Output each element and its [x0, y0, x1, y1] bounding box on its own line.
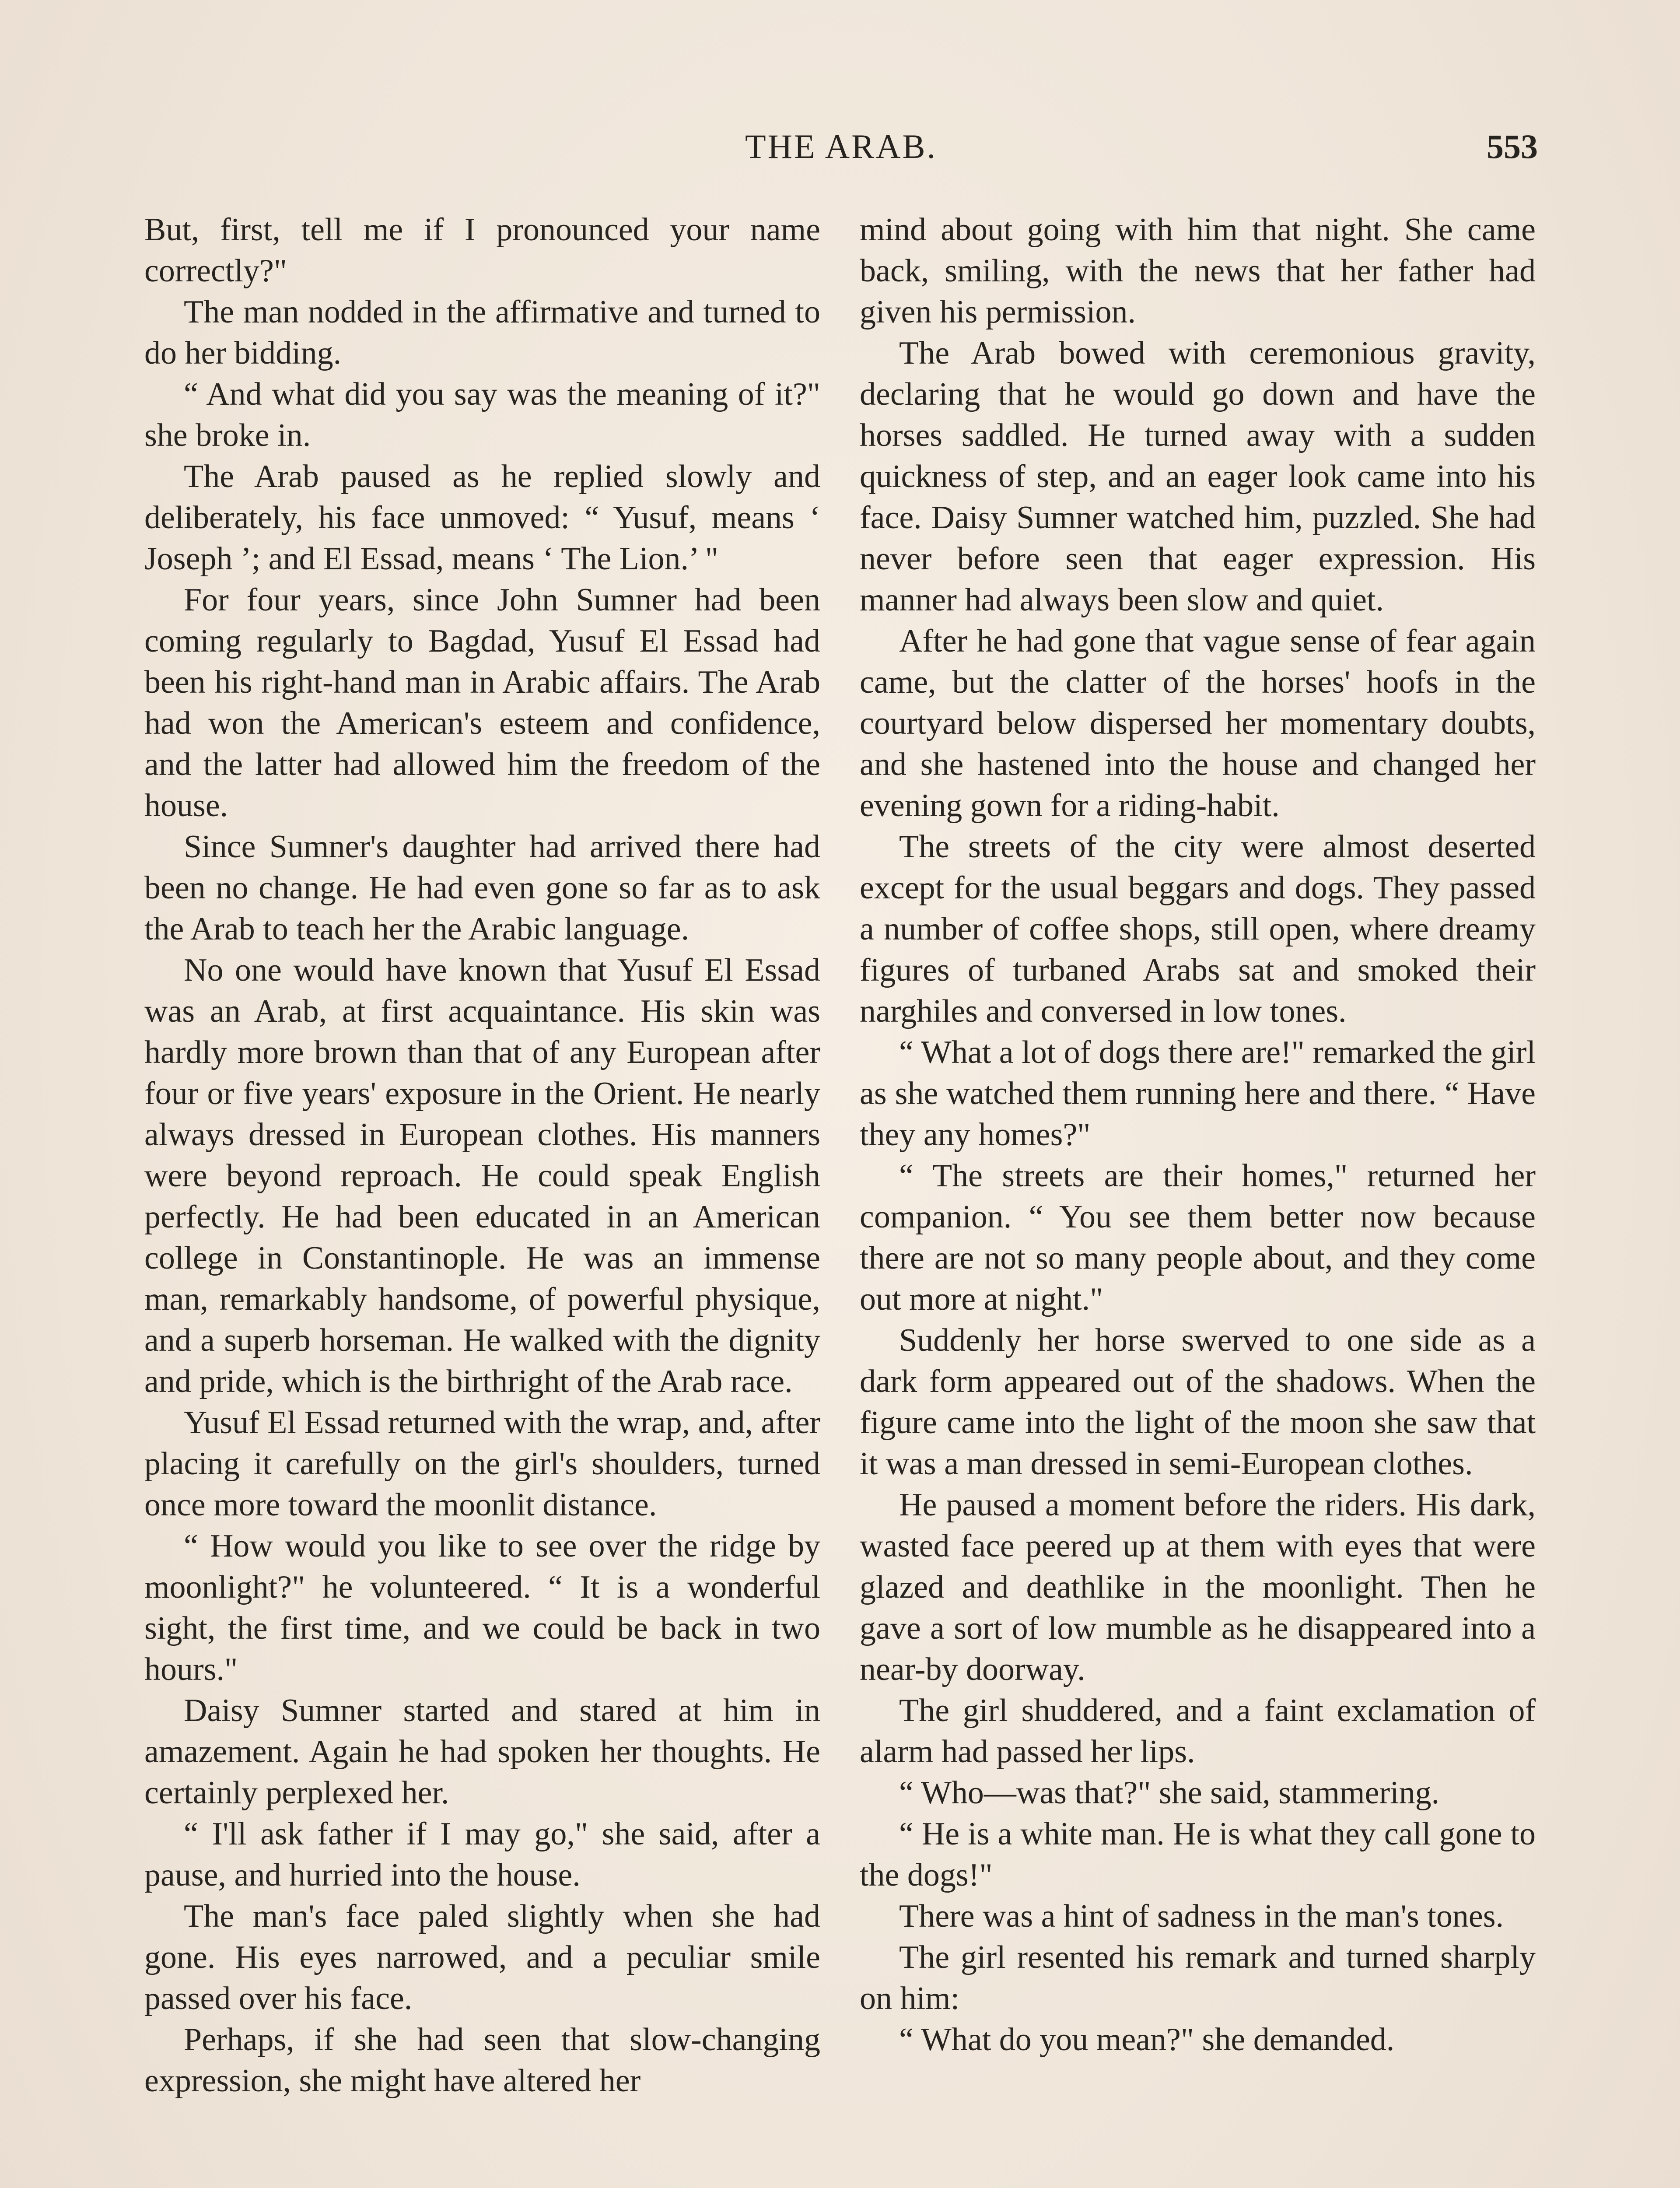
paragraph: After he had gone that vague sense of fear again came, but the clatter of the horses' hoofs in the courtyard below dispersed her momentary doubts, and she hastened into the house and changed her evening gown for a riding-habit. — [860, 623, 1536, 824]
paragraph: For four years, since John Sumner had been coming regularly to Bagdad, Yusuf El Essad had been his right-hand man in Arabic affairs. The Arab had won the American's esteem and confidence, and the latter had allowed him the freedom of the house. — [144, 582, 820, 824]
page-number: 553 — [1487, 127, 1538, 165]
paragraph: “ And what did you say was the meaning of it?" she broke in. — [144, 376, 820, 453]
paragraph: But, first, tell me if I pronounced your name correctly?" — [144, 212, 820, 289]
paragraph: “ He is a white man. He is what they call gone to the dogs!" — [860, 1816, 1536, 1893]
paragraph: Suddenly her horse swerved to one side as a dark form appeared out of the shadows. When the figure came into the light of the moon she saw that it was a man dressed in semi-European clothes. — [860, 1322, 1536, 1482]
running-title: THE ARAB. — [745, 127, 938, 165]
paragraph: “ What do you mean?" she demanded. — [899, 2022, 1395, 2058]
paragraph: The girl shuddered, and a faint exclamation of alarm had passed her lips. — [860, 1693, 1536, 1770]
paragraph: “ I'll ask father if I may go," she said, after a pause, and hurried into the house. — [144, 1816, 820, 1893]
paragraph: The Arab bowed with ceremonious gravity, declaring that he would go down and have the horses saddled. He turned away with a sudden quickness of step, and an eager look came into his face. Daisy Sumner watched him, puzzled. She had never before seen that eager expression. His manner had always been slow and quiet. — [860, 335, 1536, 618]
paragraph: The girl resented his remark and turned sharply on him: — [860, 1939, 1536, 2016]
paragraph: Daisy Sumner started and stared at him in amazement. Again he had spoken her thoughts. He certainly perplexed her. — [144, 1693, 820, 1811]
paragraph: “ What a lot of dogs there are!" remarked the girl as she watched them running here and there. “ Have they any homes?" — [860, 1034, 1536, 1153]
paragraph: The Arab paused as he replied slowly and deliberately, his face unmoved: “ Yusuf, means ‘ Joseph ’; and El Essad, means ‘ The Lion.’ " — [144, 459, 820, 577]
paragraph: No one would have known that Yusuf El Essad was an Arab, at first acquaintance. His skin was hardly more brown than that of any European after four or five years' exposure in the Orient. He nearly always dressed in European clothes. His manners were beyond reproach. He could speak English perfectly. He had been educated in an American college in Constantinople. He was an immense man, remarkably handsome, of powerful physique, and a superb horseman. He walked with the dignity and pride, which is the birthright of the Arab race. — [144, 952, 820, 1399]
paragraph: “ How would you like to see over the ridge by moonlight?" he volunteered. “ It is a wonderful sight, the first time, and we could be back in two hours." — [144, 1528, 820, 1687]
paragraph: The man nodded in the affirmative and turned to do her bidding. — [144, 294, 820, 371]
paragraph: Yusuf El Essad returned with the wrap, and, after placing it carefully on the girl's shoulders, turned once more toward the moonlit distance. — [144, 1405, 820, 1523]
right-column — [860, 209, 1536, 2060]
paragraph: Since Sumner's daughter had arrived there had been no change. He had even gone so far as to ask the Arab to teach her the Arabic language. — [144, 829, 820, 947]
paragraph: “ Who—was that?" she said, stammering. — [899, 1775, 1440, 1811]
page-header — [144, 127, 1538, 175]
paragraph: There was a hint of sadness in the man's tones. — [899, 1898, 1504, 1934]
paragraph: “ The streets are their homes," returned her companion. “ You see them better now because there are not so many people about, and they come out more at night." — [860, 1158, 1536, 1317]
left-column — [144, 209, 820, 2101]
paragraph: He paused a moment before the riders. His dark, wasted face peered up at them with eyes that were glazed and deathlike in the moonlight. Then he gave a sort of low mumble as he disappeared into a near-by doorway. — [860, 1487, 1536, 1687]
paragraph: mind about going with him that night. She came back, smiling, with the news that her father had given his permission. — [860, 212, 1536, 330]
paragraph: The streets of the city were almost deserted except for the usual beggars and dogs. They passed a number of coffee shops, still open, where dreamy figures of turbaned Arabs sat and smoked their narghiles and conversed in low tones. — [860, 829, 1536, 1029]
paragraph: Perhaps, if she had seen that slow-changing expression, she might have altered her — [144, 2022, 820, 2099]
paragraph: The man's face paled slightly when she had gone. His eyes narrowed, and a peculiar smile passed over his face. — [144, 1898, 820, 2016]
